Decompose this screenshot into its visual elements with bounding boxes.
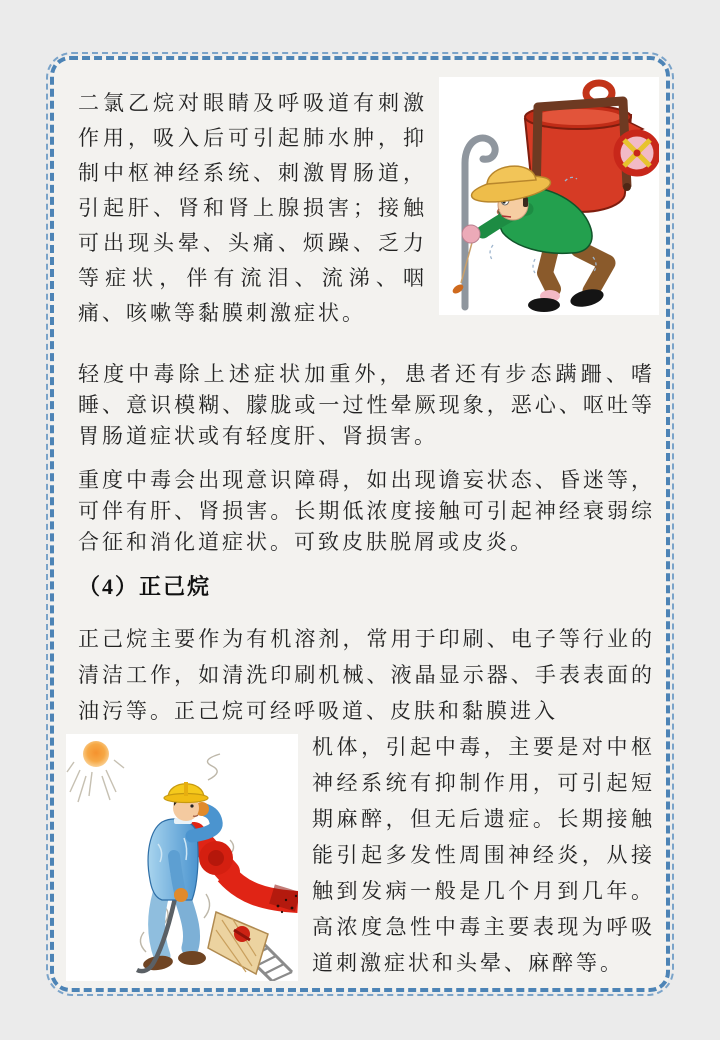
paragraph-severe-poisoning [78,465,655,558]
paragraph-dichloroethane [78,86,655,331]
heading-hexane: （4）正己烷 [78,574,212,599]
illustration-worker-wiping-brow-red-pipe [66,734,298,981]
dashed-border-frame [46,52,674,996]
paragraph-text: 机体，引起中毒，主要是对中枢神经系统有抑制作用，可引起短期麻醉，但无后遗症。长期接触能引起多发性周围神经炎，从接触到发病一般是几个月到几年。高浓度急性中毒主要表现为呼吸道刺激症状和头晕、麻醉等。 [312,735,655,975]
paragraph-text: 轻度中毒除上述症状加重外，患者还有步态蹒跚、嗜睡、意识模糊、朦胧或一过性晕厥现象，恶心、呕吐等胃肠道症状或有轻度肝、肾损害。 [78,362,655,448]
content-panel [50,56,670,992]
paragraph-hexane [78,621,655,981]
paragraph-text: 正己烷主要作为有机溶剂，常用于印刷、电子等行业的清洁工作，如清洗印刷机械、液晶显示器、手表表面的油污等。正己烷可经呼吸道、皮肤和黏膜进入 [78,627,655,723]
illustration-dizzy-man-carrying-red-tank [439,77,659,315]
paragraph-text: 重度中毒会出现意识障碍，如出现谵妄状态、昏迷等，可伴有肝、肾损害。长期低浓度接触可引起神经衰弱综合征和消化道症状。可致皮肤脱屑或皮炎。 [78,468,655,554]
paragraph-mild-poisoning [78,359,655,452]
paragraph-text: 二氯乙烷对眼睛及呼吸道有刺激作用，吸入后可引起肺水肿，抑制中枢神经系统、刺激胃肠道，引起肝、肾和肾上腺损害；接触可出现头晕、头痛、烦躁、乏力等症状，伴有流泪、流涕、咽痛、咳嗽等黏膜刺激症状。 [78,91,427,325]
